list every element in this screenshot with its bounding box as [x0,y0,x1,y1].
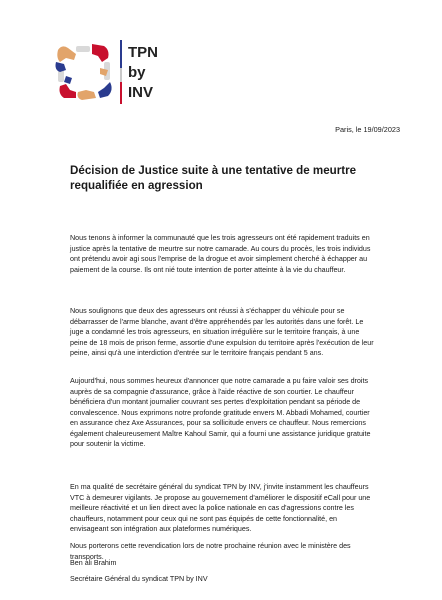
brand-line-3: INV [128,84,154,101]
hands-logo-icon [52,40,116,104]
signature-name: Ben ali Brahim [70,559,117,567]
hands-logo [52,40,116,104]
paragraph-2: Nous soulignons que deux des agresseurs ont réussi à s'échapper du véhicule pour se débarrasser de l'arme blanche, avant d'être appréhendés par les autorités dans une forêt. Le juge a condamné les trois agresseurs, en situation irrégulière sur le territoire français, à une peine de 18 mois de prison ferme, assortie d'une expulsion du territoire après l'exécution de leur peine, ainsi qu'à une interdiction d'entrée sur le territoire français pendant 5 ans. [70,307,374,357]
paragraph-4: En ma qualité de secrétaire général du syndicat TPN by INV, j'invite instamment les chauffeurs VTC à demeurer vigilants. Je propose au gouvernement d'améliorer le dispositif eCall pour une meilleure réactivité et un lien direct avec la police nationale en cas d'agressions contre les chauffeurs, notamment pour ceux qui ne sont pas équipés de cette fonctionnalité, en envisageant son intégration aux plateformes numériques. [70,483,371,533]
letter-title: Décision de Justice suite à une tentative de meurtre requalifiée en agression [70,164,357,192]
letter-date: Paris, le 19/09/2023 [335,125,400,134]
brand-bar-white [120,68,122,82]
paragraph-5: Nous porterons cette revendication lors de notre prochaine réunion avec le ministère des transports. [70,542,351,561]
signature-role: Secrétaire Général du syndicat TPN by INV [70,575,208,583]
brand-bar-red [120,82,122,104]
paragraph-1: Nous tenons à informer la communauté que les trois agresseurs ont été rapidement traduits en justice après la tentative de meurtre sur notre camarade. Au cours du procès, les trois individus ont prétendu avoir agi sous l'emprise de la drogue et avoir simplement cherché à échapper au paiement de la course. Ils ont nié toute intention de porter atteinte à la vie du chauffeur. [70,234,371,274]
paragraph-3: Aujourd'hui, nous sommes heureux d'annoncer que notre camarade a pu faire valoir ses droits auprès de sa compagnie d'assurance, grâce à l'aide réactive de son courtier. Le chauffeur bénéficiera d'un montant journalier couvrant ses pertes d'exploitation pendant sa période de convalescence. Nous exprimons notre profonde gratitude envers M. Abbadi Mohamed, courtier en assurance chez Axe Assurances, pour sa sollicitude envers ce chauffeur. Nous remercions également chaleureusement Maître Kahoul Samir, qui a fourni une assistance juridique gratuite pour soutenir la victime. [70,377,371,448]
brand-line-1: TPN [128,44,158,61]
brand-line-2: by [128,64,146,81]
brand-bar-blue [120,40,122,68]
